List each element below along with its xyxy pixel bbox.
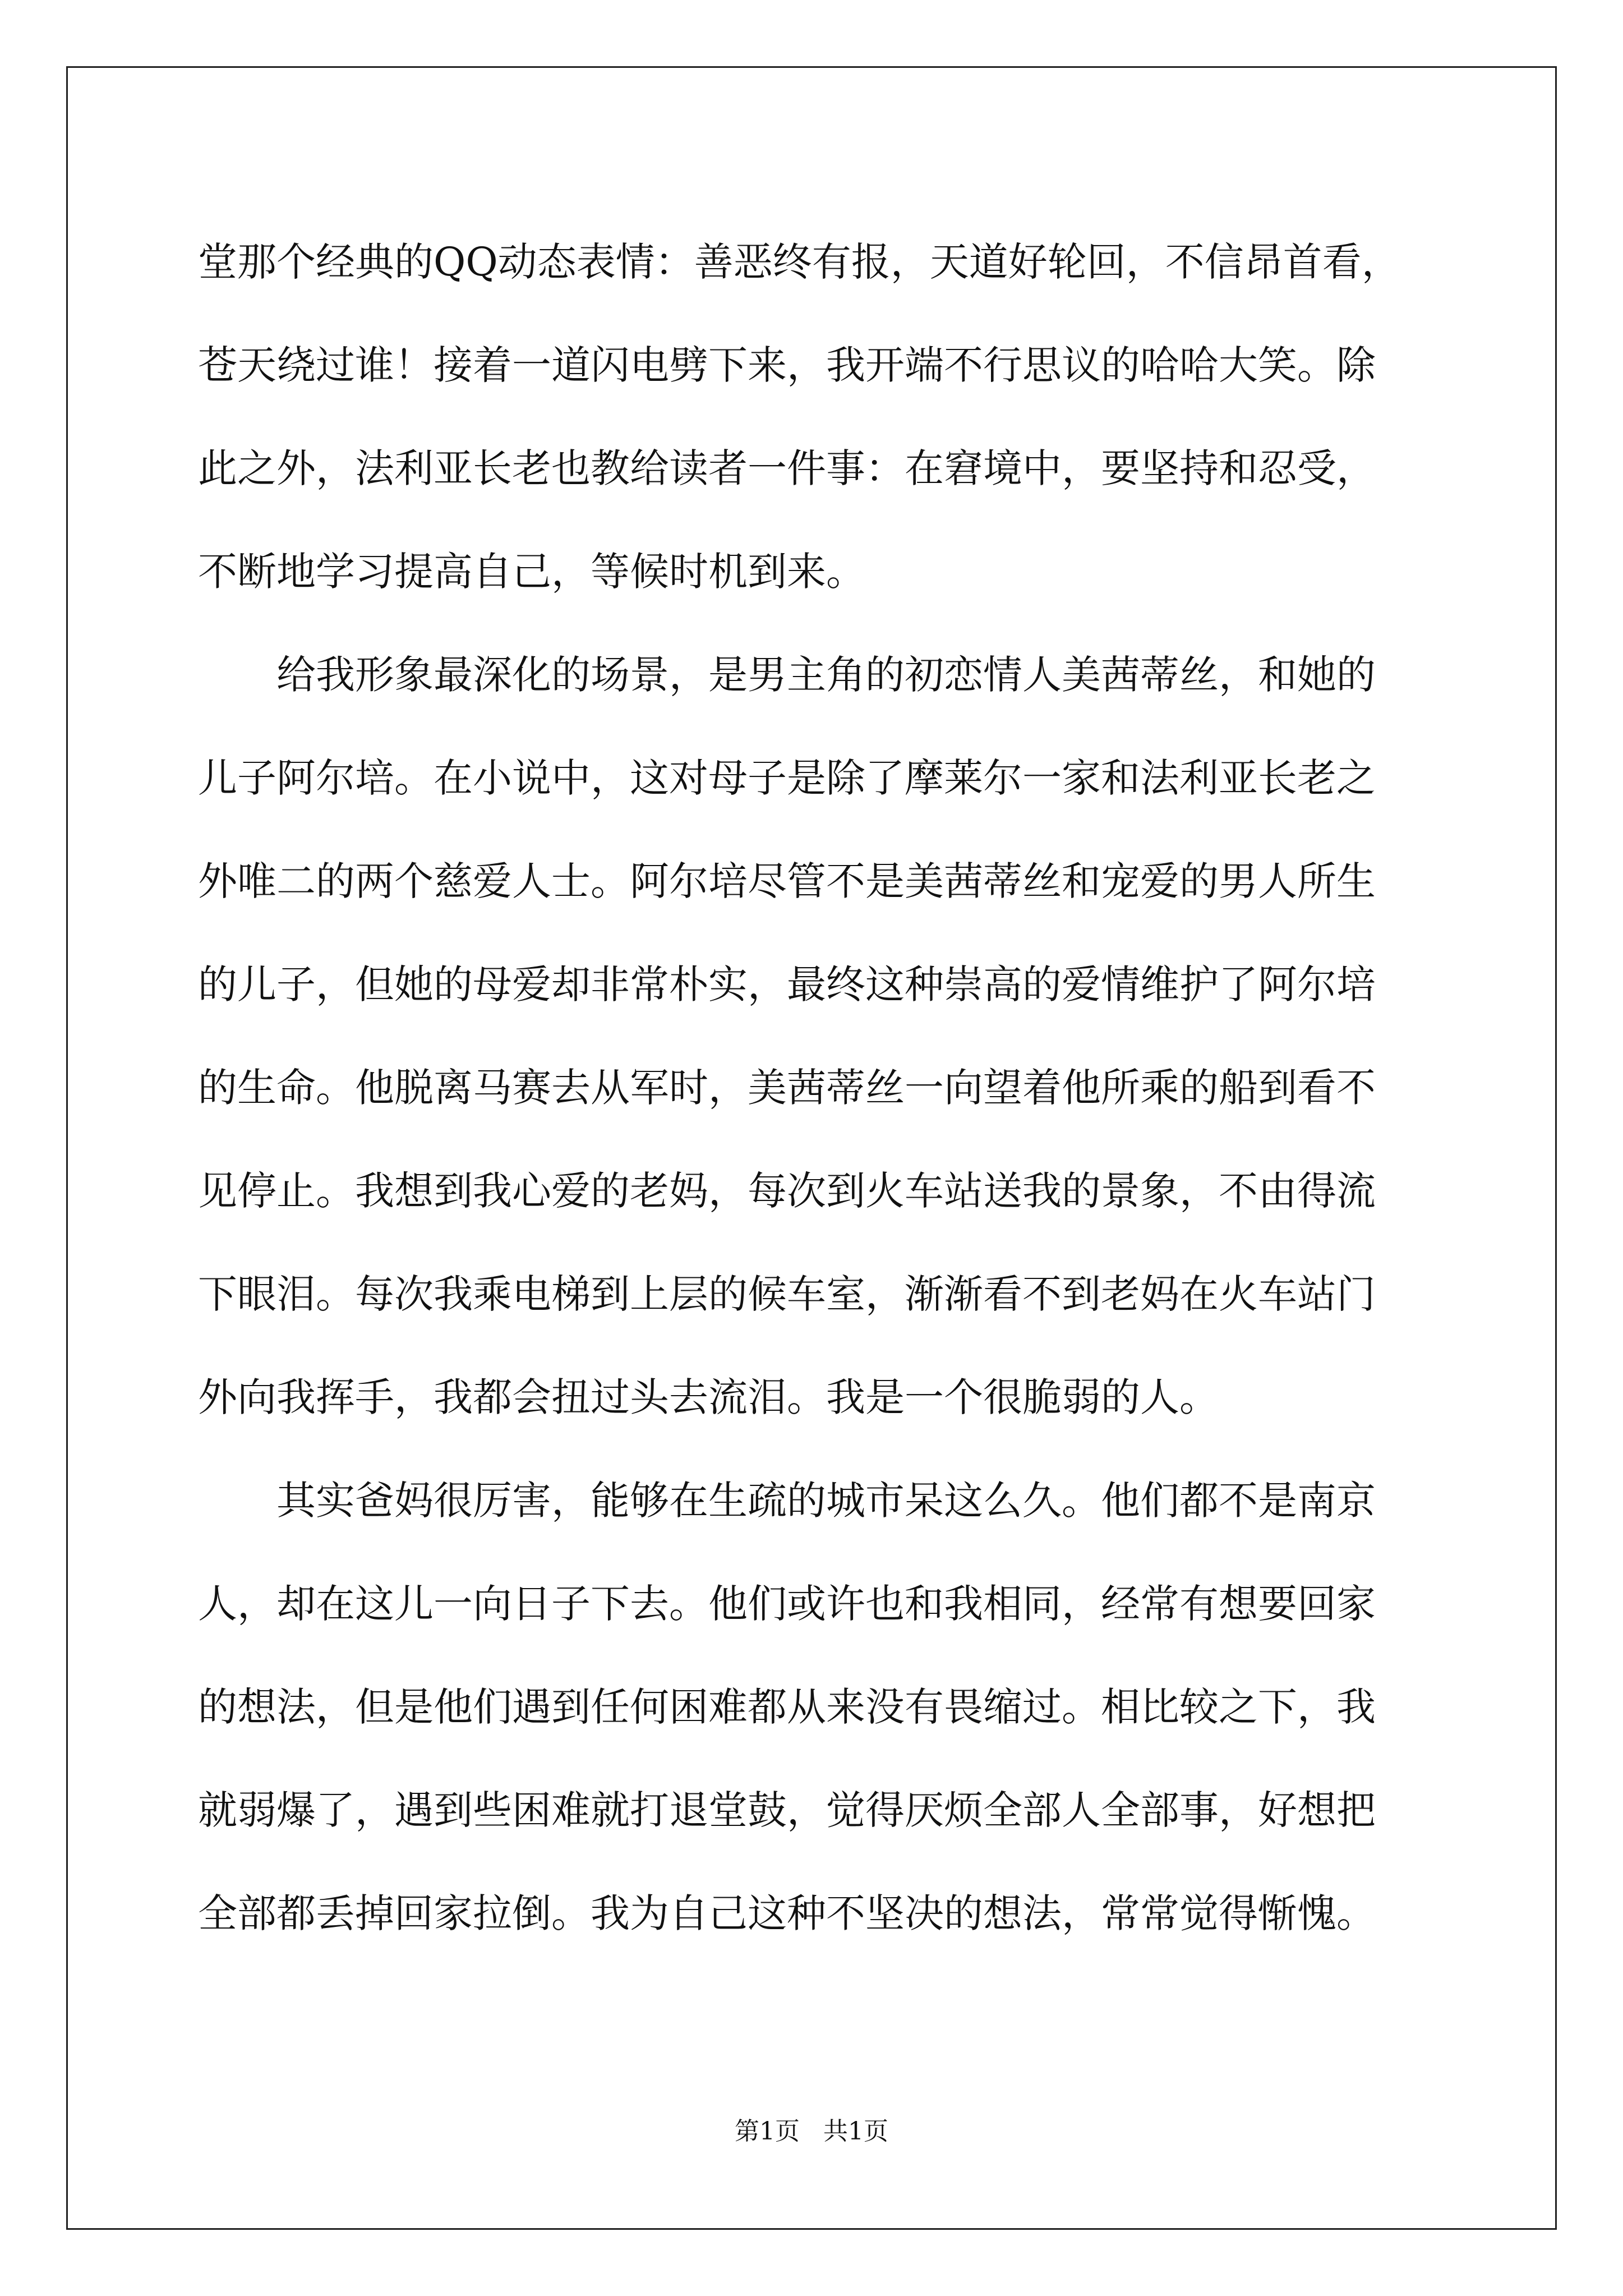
page-footer: 第1页 共1页 — [735, 2117, 888, 2146]
paragraph-start-line: 其实爸妈很厉害，能够在生疏的城市呆这么久。他们都不是南京 — [198, 1478, 1376, 1524]
text-line: 人，却在这儿一向日子下去。他们或许也和我相同，经常有想要回家 — [198, 1581, 1376, 1627]
text-line: 苍天绕过谁！接着一道闪电劈下来，我开端不行思议的哈哈大笑。除 — [198, 342, 1376, 388]
text-line: 此之外，法利亚长老也教给读者一件事：在窘境中，要坚持和忍受， — [198, 445, 1376, 491]
text-line: 的儿子，但她的母爱却非常朴实，最终这种崇高的爱情维护了阿尔培 — [198, 961, 1376, 1007]
text-line: 的生命。他脱离马赛去从军时，美茜蒂丝一向望着他所乘的船到看不 — [198, 1065, 1376, 1111]
text-line: 儿子阿尔培。在小说中，这对母子是除了摩莱尔一家和法利亚长老之 — [198, 755, 1376, 801]
paragraph-start-line: 给我形象最深化的场景，是男主角的初恋情人美茜蒂丝，和她的 — [198, 652, 1376, 698]
text-line: 就弱爆了，遇到些困难就打退堂鼓，觉得厌烦全部人全部事，好想把 — [198, 1787, 1376, 1833]
document-body — [198, 210, 1437, 1965]
text-line: 见停止。我想到我心爱的老妈，每次到火车站送我的景象，不由得流 — [198, 1168, 1376, 1214]
text-line: 全部都丢掉回家拉倒。我为自己这种不坚决的想法，常常觉得惭愧。 — [198, 1890, 1376, 1936]
text-line: 下眼泪。每次我乘电梯到上层的候车室，渐渐看不到老妈在火车站门 — [198, 1271, 1376, 1317]
text-line: 的想法，但是他们遇到任何困难都从来没有畏缩过。相比较之下，我 — [198, 1684, 1376, 1730]
text-line: 堂那个经典的QQ动态表情：善恶终有报，天道好轮回，不信昂首看， — [198, 239, 1401, 285]
text-line: 外唯二的两个慈爱人士。阿尔培尽管不是美茜蒂丝和宠爱的男人所生 — [198, 858, 1376, 904]
text-line: 外向我挥手，我都会扭过头去流泪。我是一个很脆弱的人。 — [198, 1374, 1219, 1420]
text-line: 不断地学习提高自己，等候时机到来。 — [198, 549, 865, 595]
